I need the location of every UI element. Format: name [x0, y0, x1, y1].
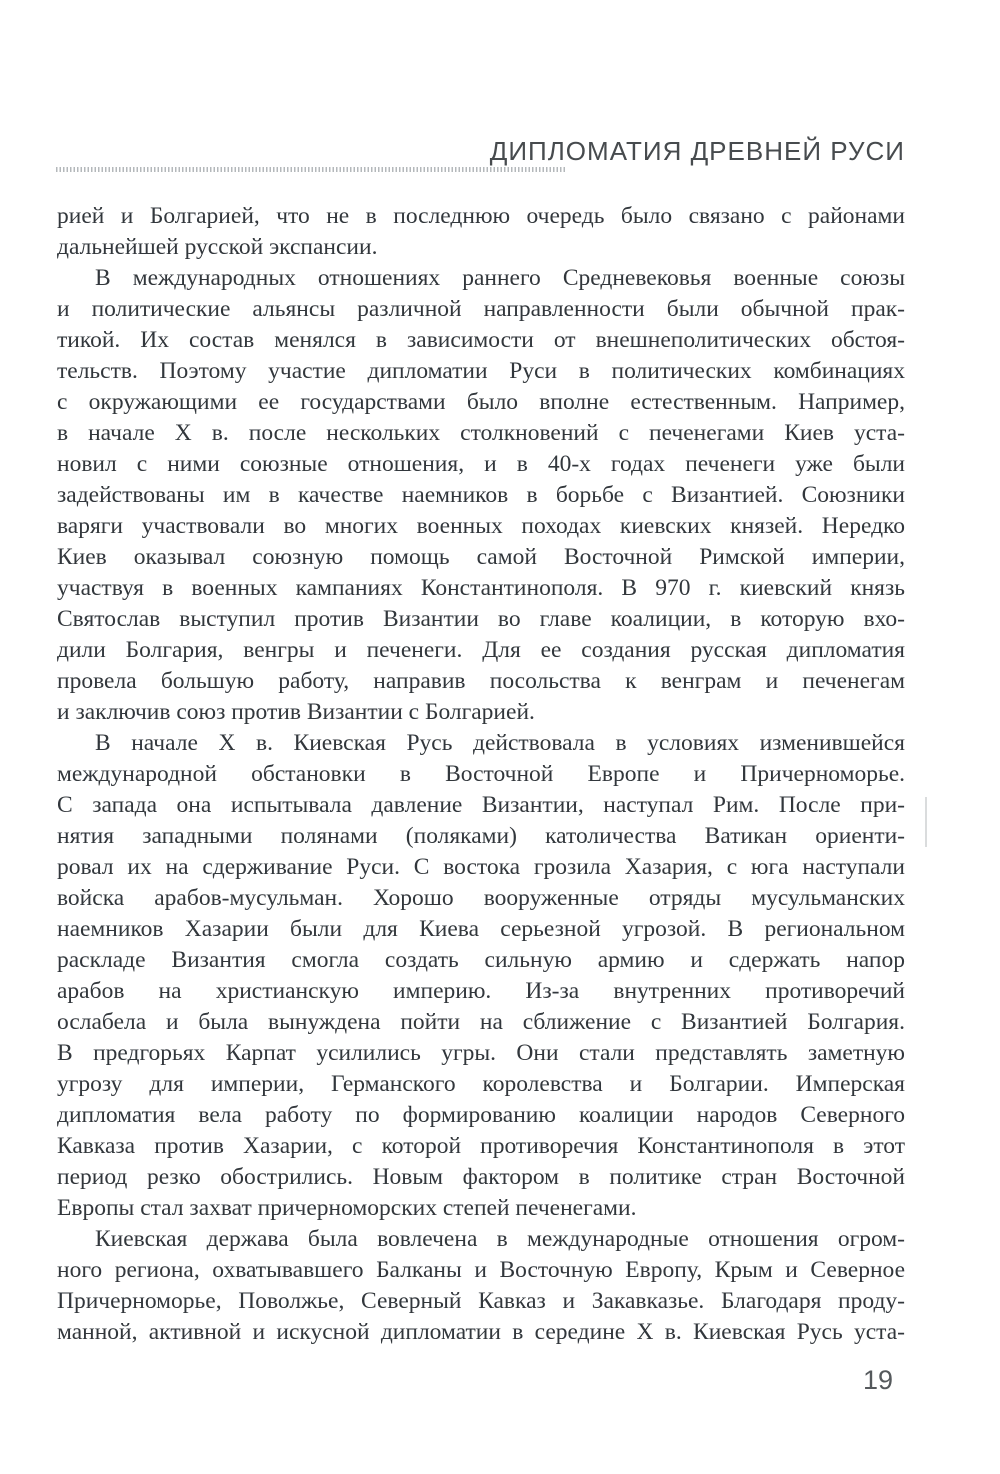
text-line: новил с ними союзные отношения, и в 40-х годах печенеги уже были — [57, 451, 905, 477]
body-text — [57, 201, 905, 1348]
text-line: рией и Болгарией, что не в последнюю очередь было связано с районами — [57, 203, 905, 229]
text-line: ного региона, охватывавшего Балканы и Восточную Европу, Крым и Северное — [57, 1257, 905, 1283]
page-number: 19 — [862, 1365, 893, 1395]
text-line: тельств. Поэтому участие дипломатии Руси в политических комбинациях — [57, 358, 905, 384]
text-line: задействованы им в качестве наемников в борьбе с Византией. Союзники — [57, 482, 905, 508]
text-line: Причерноморье, Поволжье, Северный Кавказ и Закавказье. Благодаря проду- — [57, 1288, 905, 1314]
text-line: Европы стал захват причерноморских степей печенегами. — [57, 1195, 637, 1221]
text-line: дальнейшей русской экспансии. — [57, 234, 378, 260]
running-header-title: ДИПЛОМАТИЯ ДРЕВНЕЙ РУСИ — [489, 136, 905, 166]
text-line: ослабела и была вынуждена пойти на сближение с Византией Болгария. — [57, 1009, 905, 1035]
text-line: нятия западными полянами (поляками) католичества Ватикан ориенти- — [57, 823, 905, 849]
text-line: с окружающими ее государствами было вполне естественным. Например, — [57, 389, 905, 415]
paragraph — [57, 201, 905, 263]
text-line: наемников Хазарии были для Киева серьезной угрозой. В региональном — [57, 916, 905, 942]
text-line: угрозу для империи, Германского королевства и Болгарии. Имперская — [57, 1071, 905, 1097]
header-dotted-rule — [56, 167, 566, 172]
text-line: период резко обострились. Новым фактором в политике стран Восточной — [57, 1164, 905, 1190]
scan-artifact-line — [925, 797, 927, 847]
text-line: В международных отношениях раннего Средневековья военные союзы — [95, 265, 905, 291]
text-line: и политические альянсы различной направленности были обычной прак- — [57, 296, 905, 322]
text-line: дипломатия вела работу по формированию коалиции народов Северного — [57, 1102, 905, 1128]
text-line: и заключив союз против Византии с Болгарией. — [57, 699, 535, 725]
text-line: Святослав выступил против Византии во главе коалиции, в которую вхо- — [57, 606, 905, 632]
text-line: В начале X в. Киевская Русь действовала в условиях изменившейся — [95, 730, 905, 756]
text-line: дили Болгария, венгры и печенеги. Для ее создания русская дипломатия — [57, 637, 905, 663]
text-line: Кавказа против Хазарии, с которой противоречия Константинополя в этот — [57, 1133, 905, 1159]
text-line: Киевская держава была вовлечена в международные отношения огром- — [95, 1226, 905, 1252]
paragraph — [57, 728, 905, 1224]
text-line: В предгорьях Карпат усилились угры. Они стали представлять заметную — [57, 1040, 905, 1066]
text-line: манной, активной и искусной дипломатии в середине X в. Киевская Русь уста- — [57, 1319, 905, 1345]
text-line: арабов на христианскую империю. Из-за внутренних противоречий — [57, 978, 905, 1004]
text-line: участвуя в военных кампаниях Константинополя. В 970 г. киевский князь — [57, 575, 905, 601]
text-line: в начале X в. после нескольких столкновений с печенегами Киев уста- — [57, 420, 905, 446]
paragraph — [57, 263, 905, 728]
text-line: раскладе Византия смогла создать сильную армию и сдержать напор — [57, 947, 905, 973]
text-line: Киев оказывал союзную помощь самой Восточной Римской империи, — [57, 544, 905, 570]
text-line: международной обстановки в Восточной Европе и Причерноморье. — [57, 761, 905, 787]
text-line: С запада она испытывала давление Византии, наступал Рим. После при- — [57, 792, 905, 818]
text-line: провела большую работу, направив посольства к венграм и печенегам — [57, 668, 905, 694]
text-line: тикой. Их состав менялся в зависимости от внешнеполитических обстоя- — [57, 327, 905, 353]
text-line: варяги участвовали во многих военных походах киевских князей. Нередко — [57, 513, 905, 539]
text-line: войска арабов-мусульман. Хорошо вооруженные отряды мусульманских — [57, 885, 905, 911]
text-line: ровал их на сдерживание Руси. С востока грозила Хазария, с юга наступали — [57, 854, 905, 880]
paragraph — [57, 1224, 905, 1348]
